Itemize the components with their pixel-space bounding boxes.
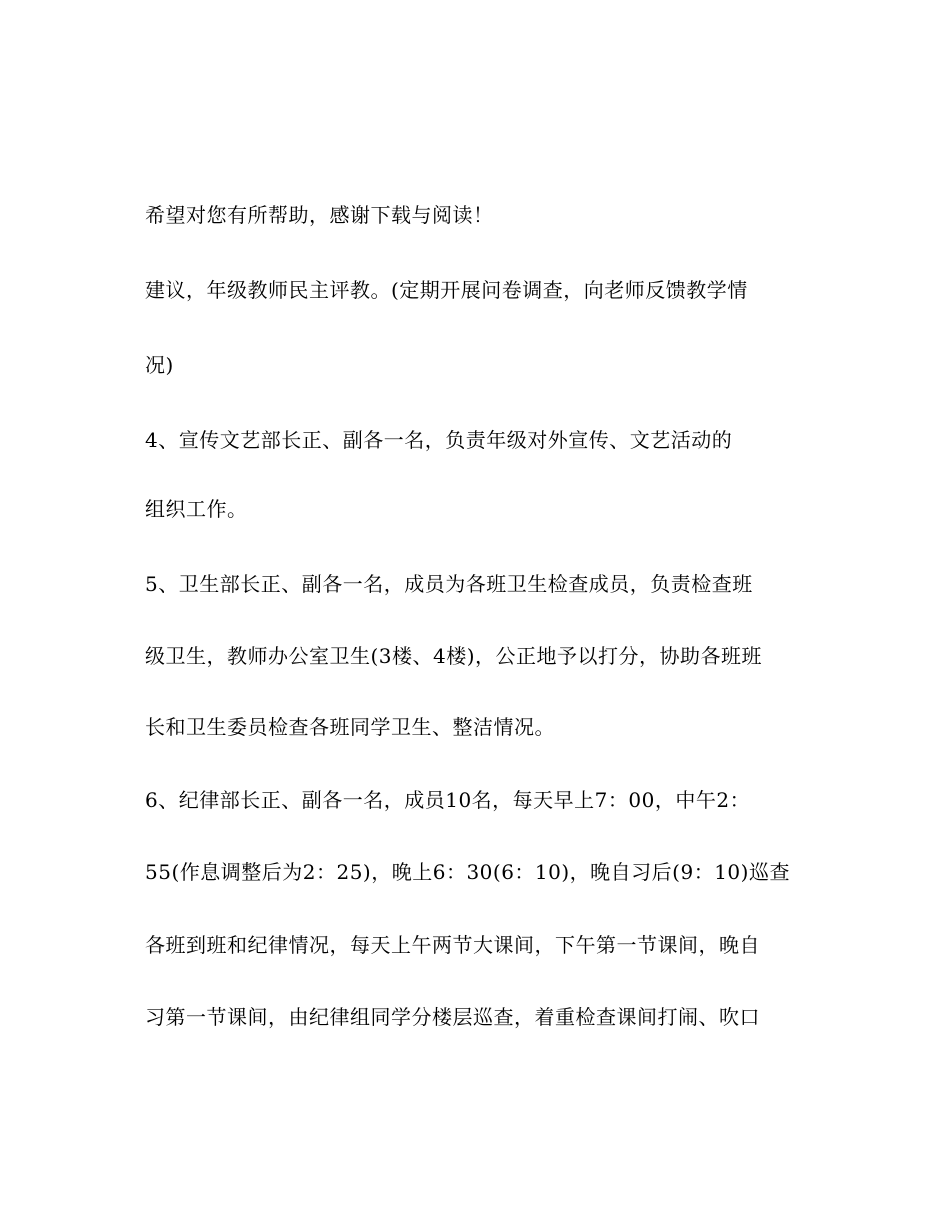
text-line-item-5-cont-2: 长和卫生委员检查各班同学卫生、整洁情况。 [145, 715, 555, 739]
text-line-item-4-cont: 组织工作。 [145, 497, 248, 521]
text-line-item-5: 5、卫生部长正、副各一名，成员为各班卫生检查成员，负责检查班 [145, 572, 753, 596]
text-line-closing-note: 希望对您有所帮助，感谢下载与阅读！ [145, 203, 494, 227]
text-line-teacher-evaluation: 建议，年级教师民主评教。(定期开展问卷调查，向老师反馈教学情 [145, 278, 748, 302]
text-line-item-6: 6、纪律部长正、副各一名，成员10名，每天早上7：00，中午2： [145, 788, 751, 812]
text-line-item-4: 4、宣传文艺部长正、副各一名，负责年级对外宣传、文艺活动的 [145, 428, 733, 452]
text-line-teacher-evaluation-cont: 况) [145, 353, 174, 377]
text-line-item-6-cont-1: 55(作息调整后为2：25)，晚上6：30(6：10)，晚自习后(9：10)巡查 [145, 860, 790, 884]
text-line-item-6-cont-3: 习第一节课间，由纪律组同学分楼层巡查，着重检查课间打闹、吹口 [145, 1005, 760, 1029]
text-line-item-5-cont-1: 级卫生，教师办公室卫生(3楼、4楼)，公正地予以打分，协助各班班 [145, 644, 763, 668]
text-line-item-6-cont-2: 各班到班和纪律情况，每天上午两节大课间，下午第一节课间，晚自 [145, 933, 760, 957]
